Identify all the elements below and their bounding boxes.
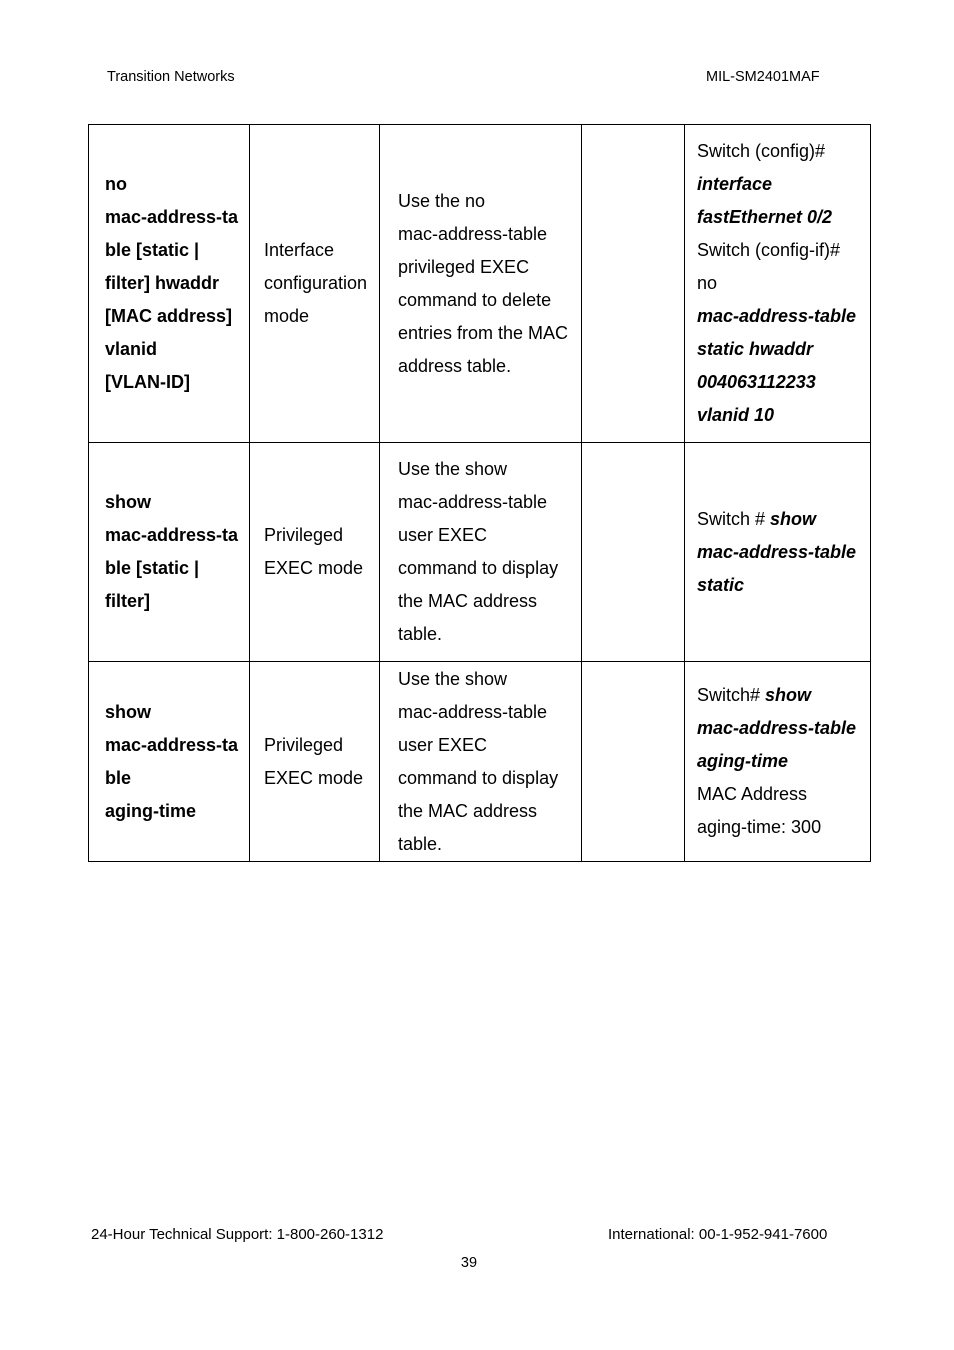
example-command-text: vlanid 10	[697, 405, 775, 425]
table-row	[89, 443, 871, 662]
mode-cell	[250, 662, 380, 862]
description-line: privileged EXEC	[398, 256, 530, 277]
example-command-text: show	[770, 508, 817, 529]
footer-support: 24-Hour Technical Support: 1-800-260-1312	[91, 1226, 384, 1243]
description-line: the MAC address	[398, 591, 538, 611]
description-line: command to display	[398, 558, 559, 578]
example-plain-text: no	[697, 273, 718, 293]
mode-line: EXEC mode	[264, 558, 364, 578]
example-command-text: static	[697, 574, 745, 595]
mode-cell	[250, 443, 380, 662]
example-line	[697, 366, 870, 399]
description-line: user EXEC	[398, 525, 488, 545]
example-command-text: mac-address-table	[697, 541, 857, 562]
description-cell	[380, 662, 582, 862]
example-line	[697, 712, 870, 745]
example-line	[697, 201, 870, 234]
example-line	[697, 569, 870, 602]
description-line: address table.	[398, 355, 512, 376]
example-command-text: mac-address-table	[697, 718, 857, 738]
description-line: table.	[398, 624, 443, 644]
mode-line: Interface	[264, 240, 335, 260]
example-line	[697, 536, 870, 569]
example-line	[697, 778, 870, 811]
command-table	[88, 124, 871, 862]
example-cell	[685, 443, 871, 662]
mode-line: mode	[264, 306, 310, 326]
example-command-text: fastEthernet 0/2	[697, 207, 833, 227]
example-line	[697, 811, 870, 844]
blank-cell	[582, 443, 685, 662]
command-line: show	[105, 492, 152, 512]
example-command-text: mac-address-table	[697, 306, 857, 326]
mode-line: Privileged	[264, 525, 344, 545]
command-line: ble [static |	[105, 558, 200, 578]
command-cell	[89, 125, 250, 443]
table-row	[89, 662, 871, 862]
example-plain-text: aging-time: 300	[697, 817, 822, 837]
description-cell	[380, 443, 582, 662]
description-line: mac-address-table	[398, 701, 548, 722]
example-plain-text: Switch#	[697, 685, 766, 705]
description-line: user EXEC	[398, 734, 488, 755]
header-right: MIL-SM2401MAF	[706, 69, 820, 85]
example-line	[697, 679, 870, 712]
mode-line: Privileged	[264, 734, 344, 755]
description-line: table.	[398, 833, 443, 854]
command-line: [VLAN-ID]	[105, 372, 190, 392]
description-line: Use the show	[398, 459, 508, 479]
command-line: filter] hwaddr	[105, 273, 220, 293]
command-line: mac-address-ta	[105, 525, 239, 545]
example-plain-text: Switch (config-if)#	[697, 240, 841, 260]
command-line: aging-time	[105, 800, 197, 821]
description-line: the MAC address	[398, 800, 538, 821]
description-line: command to delete	[398, 289, 552, 310]
example-line	[697, 168, 870, 201]
example-command-text: 004063112233	[697, 372, 816, 392]
command-table-body	[89, 125, 871, 862]
example-line	[697, 745, 870, 778]
command-line: no	[105, 174, 127, 194]
command-line: ble	[105, 767, 132, 788]
description-line: Use the show	[398, 668, 508, 689]
command-line: mac-address-ta	[105, 734, 239, 755]
description-line: mac-address-table	[398, 223, 548, 244]
example-command-text: static hwaddr	[697, 339, 814, 359]
command-line: vlanid	[105, 339, 158, 359]
description-line: Use the no	[398, 190, 486, 211]
page-number: 39	[460, 1255, 478, 1271]
blank-cell	[582, 662, 685, 862]
example-command-text: show	[765, 685, 812, 705]
footer-international: International: 00-1-952-941-7600	[608, 1226, 828, 1243]
mode-line: EXEC mode	[264, 767, 364, 788]
example-line	[697, 399, 870, 432]
example-line	[697, 135, 870, 168]
example-line	[697, 300, 870, 333]
command-line: [MAC address]	[105, 306, 233, 326]
mode-line: configuration	[264, 273, 368, 293]
description-line: mac-address-table	[398, 492, 548, 512]
example-line	[697, 503, 870, 536]
example-cell	[685, 125, 871, 443]
example-line	[697, 333, 870, 366]
header-left: Transition Networks	[107, 69, 235, 85]
example-plain-text: MAC Address	[697, 784, 808, 804]
command-line: show	[105, 701, 152, 722]
description-cell	[380, 125, 582, 443]
command-cell	[89, 662, 250, 862]
description-line: command to display	[398, 767, 559, 788]
example-command-text: aging-time	[697, 751, 789, 771]
command-line: mac-address-ta	[105, 207, 239, 227]
example-line	[697, 234, 870, 267]
command-line: filter]	[105, 591, 150, 611]
example-plain-text: Switch (config)#	[697, 141, 826, 161]
command-line: ble [static |	[105, 240, 200, 260]
mode-cell	[250, 125, 380, 443]
blank-cell	[582, 125, 685, 443]
command-cell	[89, 443, 250, 662]
example-command-text: interface	[697, 174, 773, 194]
table-row	[89, 125, 871, 443]
example-cell	[685, 662, 871, 862]
example-line	[697, 267, 870, 300]
example-plain-text: Switch #	[697, 508, 771, 529]
description-line: entries from the MAC	[398, 322, 569, 343]
